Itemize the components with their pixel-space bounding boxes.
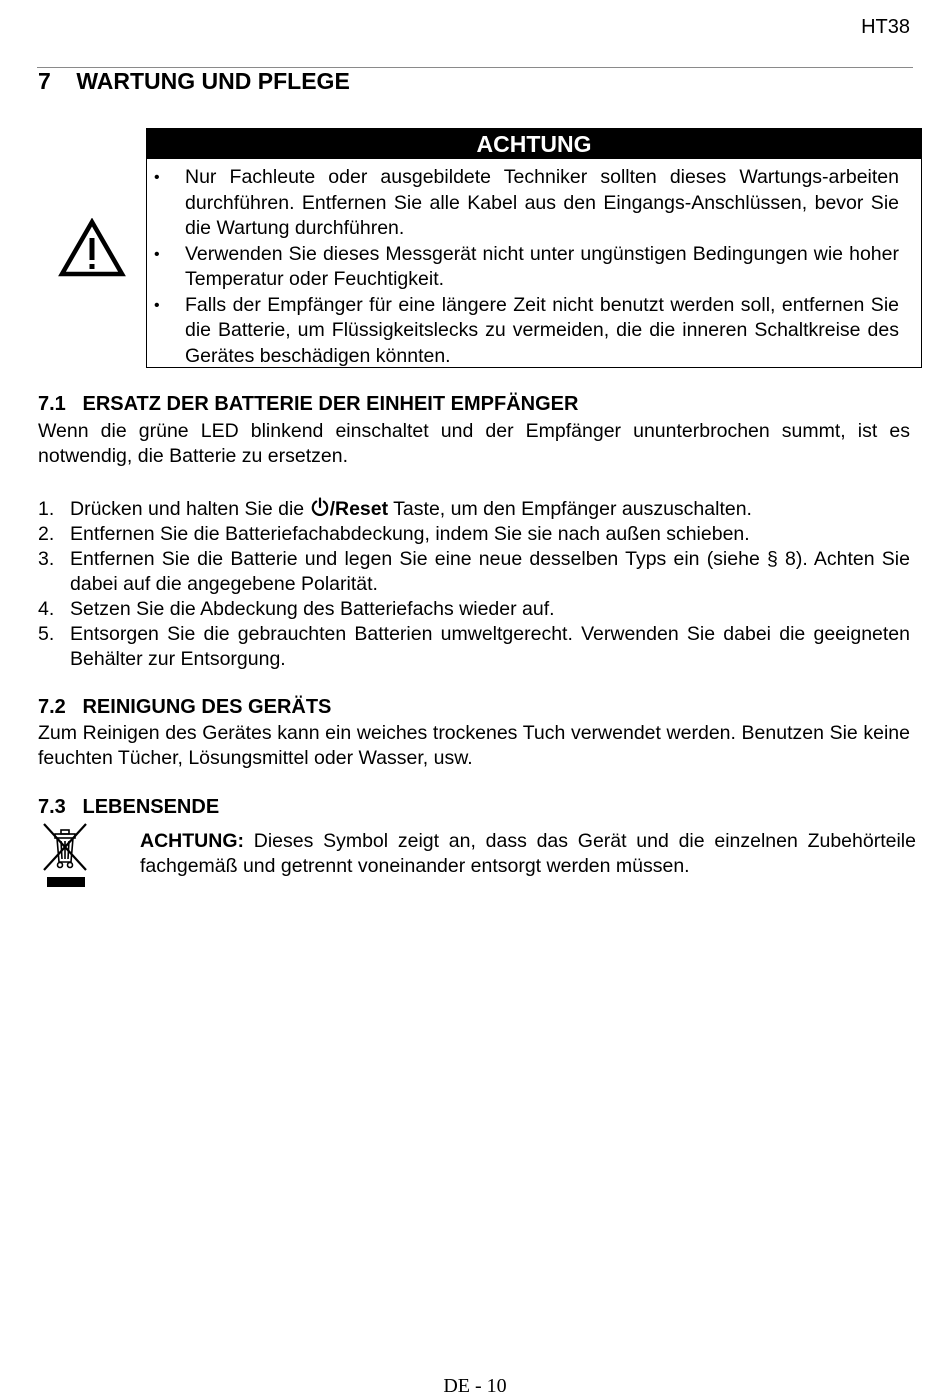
- step-number: 4.: [38, 598, 55, 620]
- step-number: 5.: [38, 623, 55, 645]
- warning-item: • Verwenden Sie dieses Messgerät nicht unter ungünstigen Bedingungen wie hoher Temperatur oder Feuchtigkeit.: [147, 242, 921, 293]
- battery-steps-list: [38, 497, 910, 672]
- step-number: 1.: [38, 498, 55, 520]
- warning-box: [146, 128, 922, 368]
- section-text-end-of-life: [140, 829, 916, 879]
- list-item: [38, 522, 910, 547]
- step-number: 3.: [38, 548, 55, 570]
- section-title-battery: 7.1 ERSATZ DER BATTERIE DER EINHEIT EMPFÄNGER: [38, 393, 579, 415]
- warning-list: [147, 165, 921, 369]
- step-text: Drücken und halten Sie die: [70, 498, 310, 520]
- list-item: [38, 547, 910, 597]
- section-title-cleaning: 7.2 REINIGUNG DES GERÄTS: [38, 696, 332, 718]
- step-text: Entfernen Sie die Batteriefachabdeckung, indem Sie sie nach außen schieben.: [70, 523, 750, 545]
- list-item: [38, 622, 910, 672]
- list-item: [38, 497, 910, 522]
- crossed-out-bin-icon: [40, 820, 90, 888]
- step-text: Setzen Sie die Abdeckung des Batteriefachs wieder auf.: [70, 598, 555, 620]
- header-model-code: HT38: [861, 16, 910, 38]
- chapter-title: 7 WARTUNG UND PFLEGE: [38, 68, 350, 94]
- page-number: DE - 10: [443, 1375, 507, 1397]
- reset-key-label: /Reset: [329, 498, 389, 520]
- warning-item: • Falls der Empfänger für eine längere Zeit nicht benutzt werden soll, entfernen Sie die Batterie, um Flüssigkeitslecks zu vermeiden, die die inneren Schaltkreise des Gerätes beschädigen könnten.: [147, 293, 921, 370]
- section-text-battery: Wenn die grüne LED blinkend einschaltet und der Empfänger ununterbrochen summt, ist es notwendig, die Batterie zu ersetzen.: [38, 420, 910, 467]
- warning-item: • Nur Fachleute oder ausgebildete Techniker sollten dieses Wartungs-arbeiten durchführen. Entfernen Sie alle Kabel aus den Eingangs-Anschlüssen, bevor Sie die Wartung durchführen.: [147, 165, 921, 242]
- step-text: Entsorgen Sie die gebrauchten Batterien umweltgerecht. Verwenden Sie dabei die geeigneten Behälter zur Entsorgung.: [70, 623, 910, 670]
- warning-label: ACHTUNG:: [140, 830, 244, 852]
- power-icon: [310, 497, 330, 517]
- section-title-end-of-life: 7.3 LEBENSENDE: [38, 796, 220, 818]
- end-of-life-text: Dieses Symbol zeigt an, dass das Gerät und die einzelnen Zubehörteile fachgemäß und getrennt voneinander entsorgt werden müssen.: [140, 830, 916, 877]
- step-text: Entfernen Sie die Batterie und legen Sie eine neue desselben Typs ein (siehe § 8). Achten Sie dabei auf die angegebene Polarität.: [70, 548, 910, 595]
- section-text-cleaning: Zum Reinigen des Gerätes kann ein weiches trockenes Tuch verwendet werden. Benutzen Sie keine feuchten Tücher, Lösungsmittel oder Wasser, usw.: [38, 722, 910, 769]
- list-item: [38, 597, 910, 622]
- step-number: 2.: [38, 523, 55, 545]
- step-text: Taste, um den Empfänger auszuschalten.: [388, 498, 752, 520]
- warning-triangle-icon: [58, 218, 126, 278]
- warning-heading: ACHTUNG: [147, 129, 921, 159]
